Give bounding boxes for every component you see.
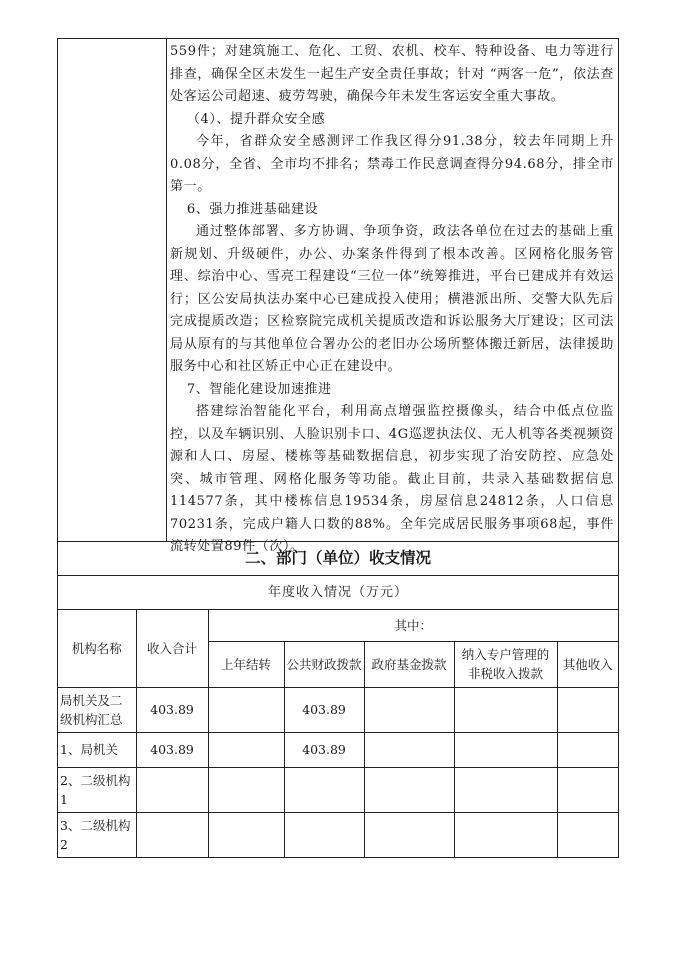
cell-fund (364, 812, 454, 857)
cell-org: 1、局机关 (58, 732, 136, 767)
document-frame (57, 38, 619, 858)
cell-carryover (208, 732, 284, 767)
cell-nontax (454, 767, 557, 812)
header-org: 机构名称 (58, 610, 136, 687)
paragraph-infrastructure: 通过整体部署、多方协调、争项争资，政法各单位在过去的基础上重新规划、升级硬件，办公、办案条件得到了根本改善。区网格化服务管理、综治中心、雪亮工程建设“三位一体”统筹推进，平台已建成并有效运行；区公安局执法办案中心已建成投入使用；横港派出所、交警大队先后完成提质改造；区检察院完成机关提质改造和诉讼服务大厅建设；区司法局从原有的与其他单位合署办公的老旧办公场所整体搬迁新居，法律援助服务中心和社区矫正中心正在建设中。 (170, 224, 614, 374)
cell-org: 3、二级机构2 (58, 812, 136, 857)
table-row (58, 812, 618, 857)
heading-infrastructure: 6、强力推进基础建设 (186, 201, 319, 217)
cell-nontax (454, 812, 557, 857)
cell-fiscal: 403.89 (284, 732, 364, 767)
header-nontax: 纳入专户管理的非税收入拨款 (454, 641, 557, 687)
section-title: 二、部门（单位）收支情况 (58, 542, 618, 576)
narrative-label-cell (58, 39, 167, 541)
cell-fund (364, 732, 454, 767)
cell-other (557, 732, 618, 767)
cell-carryover (208, 812, 284, 857)
header-of-which: 其中： (208, 610, 618, 641)
paragraph-safety-score: 今年，省群众安全感测评工作我区得分91.38分，较去年同期上升0.08分，全省、全市均不排名；禁毒工作民意调查得分94.68分，排全市第一。 (170, 134, 614, 194)
cell-fiscal (284, 767, 364, 812)
cell-carryover (208, 767, 284, 812)
cell-other (557, 687, 618, 732)
table-row (58, 687, 618, 732)
heading-public-safety: （4）、提升群众安全感 (186, 111, 326, 127)
cell-total (136, 767, 208, 812)
cell-fund (364, 767, 454, 812)
cell-fiscal: 403.89 (284, 687, 364, 732)
cell-carryover (208, 687, 284, 732)
cell-fiscal (284, 812, 364, 857)
header-carryover: 上年结转 (208, 641, 284, 687)
table-row (58, 732, 618, 767)
cell-org: 2、二级机构1 (58, 767, 136, 812)
income-table (58, 610, 618, 857)
paragraph-safety-inspection: 559件；对建筑施工、危化、工贸、农机、校车、特种设备、电力等进行排查，确保全区未发生一起生产安全责任事故；针对 “两客一危”，依法查处客运公司超速、疲劳驾驶，确保今年未发生客运安全重大事故。 (170, 44, 614, 104)
cell-fund (364, 687, 454, 732)
cell-nontax (454, 687, 557, 732)
cell-total: 403.89 (136, 687, 208, 732)
header-total: 收入合计 (136, 610, 208, 687)
narrative-text (167, 39, 618, 554)
cell-other (557, 812, 618, 857)
cell-total (136, 812, 208, 857)
heading-intelligent: 7、智能化建设加速推进 (186, 381, 332, 397)
paragraph-intelligent: 搭建综治智能化平台，利用高点增强监控摄像头，结合中低点位监控，以及车辆识别、人脸识别卡口、4G巡逻执法仪、无人机等各类视频资源和人口、房屋、楼栋等基础数据信息，初步实现了治安防控、应急处突、城市管理、网格化服务等功能。截止目前，共录入基础数据信息114577条，其中楼栋信息19534条，房屋信息24812条，人口信息70231条，完成户籍人口数的88%。全年完成居民服务事项68起，事件流转处置89件（次）。 (170, 404, 614, 554)
header-fiscal: 公共财政拨款 (284, 641, 364, 687)
narrative-row (58, 39, 618, 554)
table-header-row (58, 610, 618, 641)
cell-org: 局机关及二级机构汇总 (58, 687, 136, 732)
cell-nontax (454, 732, 557, 767)
table-row (58, 767, 618, 812)
header-other: 其他收入 (557, 641, 618, 687)
header-fund: 政府基金拨款 (364, 641, 454, 687)
cell-total: 403.89 (136, 732, 208, 767)
cell-other (557, 767, 618, 812)
table-title: 年度收入情况（万元） (58, 576, 618, 610)
